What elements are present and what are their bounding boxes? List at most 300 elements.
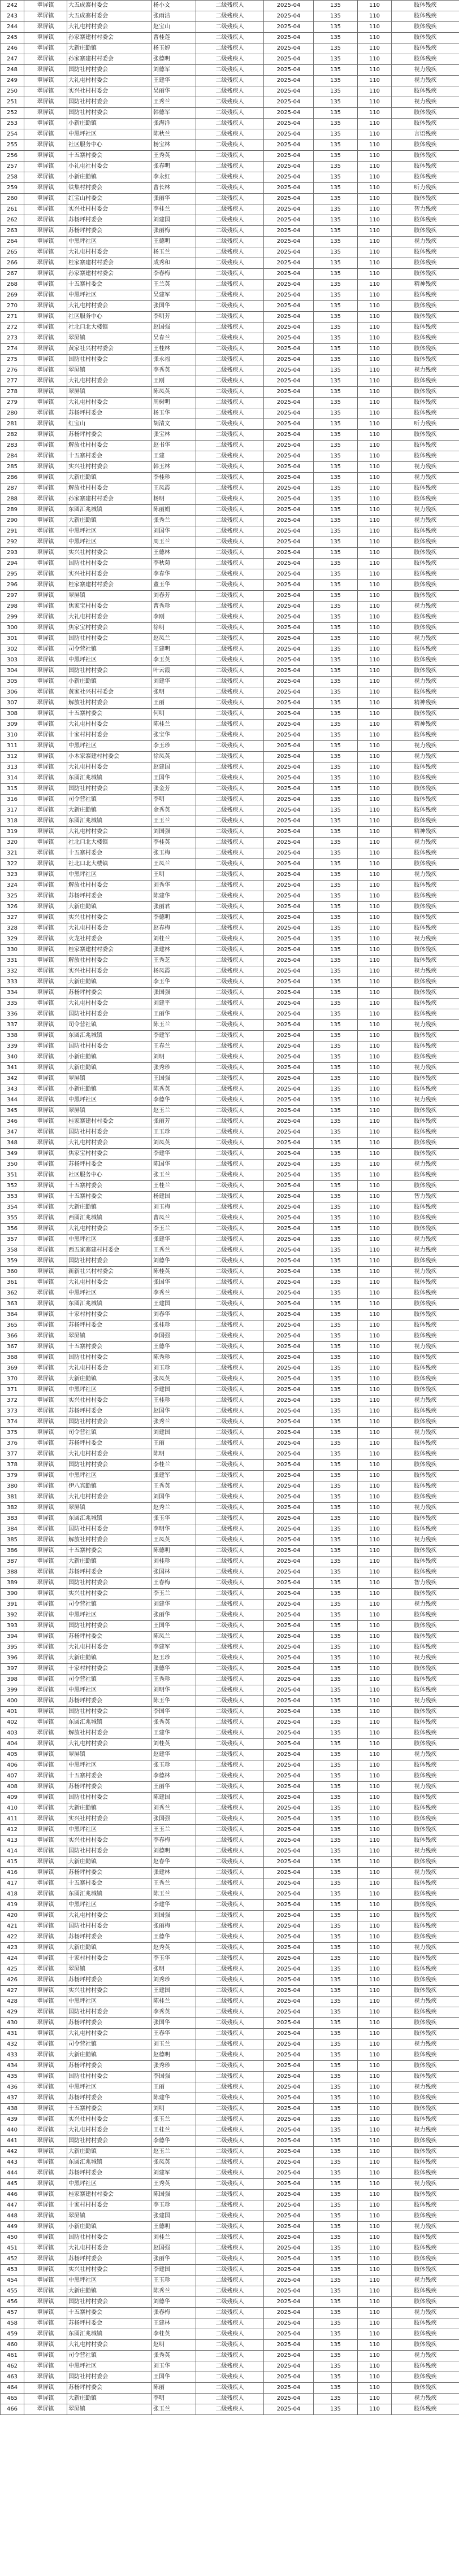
- row-number-cell: 420: [1, 1911, 24, 1921]
- subsidy-cell: 110: [358, 1492, 392, 1503]
- row-number-cell: 445: [1, 2179, 24, 2190]
- amount-cell: 135: [314, 1578, 358, 1589]
- month-cell: 2025-04: [264, 934, 314, 945]
- row-number-cell: 389: [1, 1578, 24, 1589]
- village-cell: 大新庄勤镇: [67, 1202, 152, 1213]
- amount-cell: 135: [314, 1707, 358, 1718]
- disability-grade-cell: 二级残疾人: [196, 108, 264, 119]
- disability-grade-cell: 二级残疾人: [196, 43, 264, 54]
- disability-type-cell: 视力残疾: [392, 1868, 459, 1878]
- disability-grade-cell: 二级残疾人: [196, 591, 264, 601]
- table-row: [1, 1363, 459, 1374]
- village-cell: 东圆汇兆城镇: [67, 773, 152, 784]
- month-cell: 2025-04: [264, 2361, 314, 2372]
- village-cell: 小礼屯社村委会: [67, 162, 152, 172]
- disability-grade-cell: 二级残疾人: [196, 1599, 264, 1610]
- month-cell: 2025-04: [264, 1267, 314, 1278]
- village-cell: 孙家寨建村村委会: [67, 269, 152, 280]
- row-number-cell: 434: [1, 2061, 24, 2072]
- amount-cell: 135: [314, 2329, 358, 2340]
- township-cell: 翠屏镇: [24, 430, 67, 441]
- amount-cell: 135: [314, 2243, 358, 2254]
- subsidy-cell: 110: [358, 945, 392, 956]
- subsidy-cell: 110: [358, 2318, 392, 2329]
- disability-grade-cell: 二级残疾人: [196, 999, 264, 1009]
- table-row: [1, 1814, 459, 1825]
- village-cell: 十家村村村委会: [67, 1954, 152, 1964]
- village-cell: 翠屏镇: [67, 387, 152, 398]
- disability-grade-cell: 二级残疾人: [196, 559, 264, 569]
- row-number-cell: 416: [1, 1868, 24, 1878]
- amount-cell: 135: [314, 1975, 358, 1986]
- row-number-cell: 308: [1, 709, 24, 720]
- subsidy-cell: 110: [358, 11, 392, 22]
- village-cell: 国防社村村委会: [67, 108, 152, 119]
- disability-type-cell: 肢体残疾: [392, 1449, 459, 1460]
- amount-cell: 135: [314, 548, 358, 559]
- row-number-cell: 338: [1, 1031, 24, 1041]
- disability-grade-cell: 二级残疾人: [196, 945, 264, 956]
- disability-type-cell: 视力残疾: [392, 76, 459, 86]
- person-name-cell: 刘建国: [152, 1428, 196, 1439]
- village-cell: 中黑坪社区: [67, 1095, 152, 1106]
- subsidy-cell: 110: [358, 934, 392, 945]
- person-name-cell: 王桂林: [152, 344, 196, 355]
- table-row: [1, 1610, 459, 1621]
- disability-type-cell: 视力残疾: [392, 505, 459, 516]
- village-cell: 国防社村村委会: [67, 65, 152, 76]
- person-name-cell: 刘玉梅: [152, 1202, 196, 1213]
- disability-type-cell: 视力残疾: [392, 1782, 459, 1793]
- disability-grade-cell: 二级残疾人: [196, 1181, 264, 1192]
- person-name-cell: 刘玉兰: [152, 2039, 196, 2050]
- month-cell: 2025-04: [264, 1900, 314, 1911]
- person-name-cell: 陈桂兰: [152, 720, 196, 730]
- table-row: [1, 1170, 459, 1181]
- village-cell: 中黑坪社区: [67, 1610, 152, 1621]
- person-name-cell: 杨玉婷: [152, 43, 196, 54]
- month-cell: 2025-04: [264, 956, 314, 966]
- person-name-cell: 赵国强: [152, 322, 196, 333]
- row-number-cell: 286: [1, 473, 24, 483]
- village-cell: 司令营社镇: [67, 1428, 152, 1439]
- month-cell: 2025-04: [264, 140, 314, 151]
- village-cell: 解放社村村委会: [67, 698, 152, 709]
- disability-type-cell: 视力残疾: [392, 934, 459, 945]
- person-name-cell: 赵德明: [152, 2050, 196, 2061]
- amount-cell: 135: [314, 1836, 358, 1846]
- row-number-cell: 267: [1, 269, 24, 280]
- table-row: [1, 376, 459, 387]
- subsidy-cell: 110: [358, 902, 392, 913]
- month-cell: 2025-04: [264, 762, 314, 773]
- person-name-cell: 刘德军: [152, 65, 196, 76]
- row-number-cell: 321: [1, 848, 24, 859]
- table-row: [1, 65, 459, 76]
- amount-cell: 135: [314, 2050, 358, 2061]
- township-cell: 翠屏镇: [24, 1675, 67, 1685]
- amount-cell: 135: [314, 805, 358, 816]
- row-number-cell: 349: [1, 1149, 24, 1160]
- village-cell: 大新庄勤镇: [67, 43, 152, 54]
- disability-type-cell: 肢体残疾: [392, 709, 459, 720]
- amount-cell: 135: [314, 891, 358, 902]
- disability-grade-cell: 二级残疾人: [196, 2157, 264, 2168]
- township-cell: 翠屏镇: [24, 1578, 67, 1589]
- disability-grade-cell: 二级残疾人: [196, 1439, 264, 1449]
- table-row: [1, 666, 459, 677]
- person-name-cell: 张丽华: [152, 194, 196, 204]
- disability-grade-cell: 二级残疾人: [196, 913, 264, 923]
- village-cell: 红宝山: [67, 419, 152, 430]
- disability-type-cell: 肢体残疾: [392, 923, 459, 934]
- person-name-cell: 张桂珍: [152, 1320, 196, 1331]
- township-cell: 翠屏镇: [24, 1911, 67, 1921]
- amount-cell: 135: [314, 999, 358, 1009]
- disability-grade-cell: 二级残疾人: [196, 1009, 264, 1020]
- village-cell: 十五寨村委会: [67, 848, 152, 859]
- village-cell: 东圆汇兆城镇: [67, 1031, 152, 1041]
- subsidy-cell: 110: [358, 666, 392, 677]
- person-name-cell: 李建华: [152, 1149, 196, 1160]
- village-cell: 国防社村村委会: [67, 1707, 152, 1718]
- township-cell: 翠屏镇: [24, 2157, 67, 2168]
- subsidy-cell: 110: [358, 1836, 392, 1846]
- month-cell: 2025-04: [264, 1299, 314, 1310]
- disability-type-cell: 肢体残疾: [392, 1760, 459, 1771]
- amount-cell: 135: [314, 1385, 358, 1396]
- person-name-cell: 李明: [152, 795, 196, 805]
- disability-grade-cell: 二级残疾人: [196, 1084, 264, 1095]
- row-number-cell: 294: [1, 559, 24, 569]
- disability-type-cell: 肢体残疾: [392, 1041, 459, 1052]
- township-cell: 翠屏镇: [24, 2361, 67, 2372]
- disability-type-cell: 肢体残疾: [392, 2265, 459, 2276]
- month-cell: 2025-04: [264, 2318, 314, 2329]
- table-row: [1, 1760, 459, 1771]
- subsidy-cell: 110: [358, 1557, 392, 1567]
- amount-cell: 135: [314, 2297, 358, 2308]
- person-name-cell: 陈国强: [152, 2190, 196, 2200]
- disability-type-cell: 肢体残疾: [392, 2404, 459, 2415]
- amount-cell: 135: [314, 762, 358, 773]
- township-cell: 翠屏镇: [24, 1921, 67, 1932]
- village-cell: 翠屏镇: [67, 1074, 152, 1084]
- row-number-cell: 356: [1, 1224, 24, 1235]
- disability-type-cell: 智力残疾: [392, 1578, 459, 1589]
- amount-cell: 135: [314, 408, 358, 419]
- disability-grade-cell: 二级残疾人: [196, 1331, 264, 1342]
- disability-type-cell: 视力残疾: [392, 1063, 459, 1074]
- month-cell: 2025-04: [264, 1846, 314, 1857]
- village-cell: 十五寨村委会: [67, 1342, 152, 1353]
- row-number-cell: 302: [1, 644, 24, 655]
- village-cell: 十家村村村委会: [67, 730, 152, 741]
- village-cell: 十五寨村委会: [67, 2104, 152, 2115]
- month-cell: 2025-04: [264, 881, 314, 891]
- disability-type-cell: 肢体残疾: [392, 1256, 459, 1267]
- disability-type-cell: 肢体残疾: [392, 1621, 459, 1632]
- township-cell: 翠屏镇: [24, 1664, 67, 1675]
- amount-cell: 135: [314, 698, 358, 709]
- table-row: [1, 505, 459, 516]
- subsidy-cell: 110: [358, 1363, 392, 1374]
- amount-cell: 135: [314, 1417, 358, 1428]
- disability-grade-cell: 二级残疾人: [196, 2061, 264, 2072]
- village-cell: 翠屏镇: [67, 1331, 152, 1342]
- row-number-cell: 447: [1, 2200, 24, 2211]
- village-cell: 实兴社村村委会: [67, 548, 152, 559]
- month-cell: 2025-04: [264, 1889, 314, 1900]
- township-cell: 翠屏镇: [24, 1299, 67, 1310]
- amount-cell: 135: [314, 2168, 358, 2179]
- township-cell: 翠屏镇: [24, 1728, 67, 1739]
- village-cell: 中黑坪社区: [67, 526, 152, 537]
- village-cell: 十五寨村委会: [67, 151, 152, 162]
- disability-type-cell: 肢体残疾: [392, 977, 459, 988]
- township-cell: 翠屏镇: [24, 1943, 67, 1954]
- row-number-cell: 437: [1, 2093, 24, 2104]
- subsidy-cell: 110: [358, 1911, 392, 1921]
- subsidy-cell: 110: [358, 1117, 392, 1127]
- table-row: [1, 1782, 459, 1793]
- disability-type-cell: 肢体残疾: [392, 859, 459, 870]
- village-cell: 小新庄勤镇: [67, 2222, 152, 2233]
- disability-grade-cell: 二级残疾人: [196, 1846, 264, 1857]
- person-name-cell: 李国强: [152, 2072, 196, 2082]
- disability-type-cell: 视力残疾: [392, 966, 459, 977]
- township-cell: 翠屏镇: [24, 1160, 67, 1170]
- amount-cell: 135: [314, 1524, 358, 1535]
- table-row: [1, 816, 459, 827]
- village-cell: 苏杨坪村委会: [67, 2018, 152, 2029]
- township-cell: 翠屏镇: [24, 2222, 67, 2233]
- amount-cell: 135: [314, 194, 358, 204]
- disability-grade-cell: 二级残疾人: [196, 1535, 264, 1546]
- person-name-cell: 陈建华: [152, 2093, 196, 2104]
- village-cell: 解放社村村委会: [67, 1535, 152, 1546]
- township-cell: 翠屏镇: [24, 1492, 67, 1503]
- person-name-cell: 杨宝林: [152, 140, 196, 151]
- month-cell: 2025-04: [264, 2372, 314, 2383]
- subsidy-cell: 110: [358, 494, 392, 505]
- amount-cell: 135: [314, 280, 358, 290]
- person-name-cell: 王桂兰: [152, 2125, 196, 2136]
- row-number-cell: 279: [1, 398, 24, 408]
- table-row: [1, 1020, 459, 1031]
- row-number-cell: 292: [1, 537, 24, 548]
- village-cell: 苏杨坪村委会: [67, 1632, 152, 1642]
- subsidy-cell: 110: [358, 977, 392, 988]
- month-cell: 2025-04: [264, 516, 314, 526]
- table-row: [1, 1642, 459, 1653]
- amount-cell: 135: [314, 1954, 358, 1964]
- township-cell: 翠屏镇: [24, 2061, 67, 2072]
- subsidy-cell: 110: [358, 33, 392, 43]
- table-row: [1, 419, 459, 430]
- amount-cell: 135: [314, 1868, 358, 1878]
- disability-type-cell: 肢体残疾: [392, 1986, 459, 1997]
- amount-cell: 135: [314, 881, 358, 891]
- township-cell: 翠屏镇: [24, 505, 67, 516]
- amount-cell: 135: [314, 1825, 358, 1836]
- month-cell: 2025-04: [264, 1878, 314, 1889]
- person-name-cell: 周玉兰: [152, 537, 196, 548]
- village-cell: 十五寨村委会: [67, 1192, 152, 1202]
- township-cell: 翠屏镇: [24, 2125, 67, 2136]
- subsidy-cell: 110: [358, 2093, 392, 2104]
- row-number-cell: 306: [1, 687, 24, 698]
- amount-cell: 135: [314, 1986, 358, 1997]
- township-cell: 翠屏镇: [24, 355, 67, 365]
- disability-type-cell: 肢体残疾: [392, 1664, 459, 1675]
- amount-cell: 135: [314, 2018, 358, 2029]
- disability-type-cell: 肢体残疾: [392, 1084, 459, 1095]
- disability-type-cell: 肢体残疾: [392, 2233, 459, 2243]
- row-number-cell: 440: [1, 2125, 24, 2136]
- month-cell: 2025-04: [264, 2329, 314, 2340]
- table-row: [1, 312, 459, 322]
- row-number-cell: 281: [1, 419, 24, 430]
- disability-type-cell: 视力残疾: [392, 1846, 459, 1857]
- village-cell: 社区服务中心: [67, 1170, 152, 1181]
- disability-grade-cell: 二级残疾人: [196, 848, 264, 859]
- person-name-cell: 王建华: [152, 76, 196, 86]
- village-cell: 中黑坪社区: [67, 537, 152, 548]
- person-name-cell: 张德明: [152, 54, 196, 65]
- disability-grade-cell: 二级残疾人: [196, 795, 264, 805]
- subsidy-cell: 110: [358, 709, 392, 720]
- disability-type-cell: 肢体残疾: [392, 1278, 459, 1288]
- subsidy-cell: 110: [358, 2340, 392, 2351]
- amount-cell: 135: [314, 752, 358, 762]
- amount-cell: 135: [314, 666, 358, 677]
- table-row: [1, 172, 459, 183]
- amount-cell: 135: [314, 2157, 358, 2168]
- table-row: [1, 1589, 459, 1599]
- village-cell: 实兴社村村委会: [67, 462, 152, 473]
- disability-grade-cell: 二级残疾人: [196, 194, 264, 204]
- disability-type-cell: 肢体残疾: [392, 548, 459, 559]
- month-cell: 2025-04: [264, 1074, 314, 1084]
- township-cell: 翠屏镇: [24, 2200, 67, 2211]
- row-number-cell: 383: [1, 1514, 24, 1524]
- table-row: [1, 752, 459, 762]
- person-name-cell: 王德明: [152, 237, 196, 247]
- disability-grade-cell: 二级残疾人: [196, 1524, 264, 1535]
- disability-type-cell: 肢体残疾: [392, 140, 459, 151]
- amount-cell: 135: [314, 494, 358, 505]
- person-name-cell: 杨建国: [152, 1192, 196, 1202]
- person-name-cell: 李桂兰: [152, 204, 196, 215]
- person-name-cell: 陈桂兰: [152, 1997, 196, 2007]
- table-row: [1, 1900, 459, 1911]
- township-cell: 翠屏镇: [24, 2318, 67, 2329]
- township-cell: 翠屏镇: [24, 709, 67, 720]
- subsidy-cell: 110: [358, 1610, 392, 1621]
- village-cell: 东圆汇兆城镇: [67, 816, 152, 827]
- village-cell: 中黑坪社区: [67, 1825, 152, 1836]
- township-cell: 翠屏镇: [24, 151, 67, 162]
- amount-cell: 135: [314, 1782, 358, 1793]
- subsidy-cell: 110: [358, 1202, 392, 1213]
- disability-type-cell: 肢体残疾: [392, 1514, 459, 1524]
- disability-grade-cell: 二级残疾人: [196, 548, 264, 559]
- person-name-cell: 王玉珍: [152, 1127, 196, 1138]
- month-cell: 2025-04: [264, 1621, 314, 1632]
- table-row: [1, 1192, 459, 1202]
- person-name-cell: 王春梅: [152, 1578, 196, 1589]
- month-cell: 2025-04: [264, 1664, 314, 1675]
- table-row: [1, 398, 459, 408]
- village-cell: 实兴社村村委会: [67, 1986, 152, 1997]
- month-cell: 2025-04: [264, 1385, 314, 1396]
- amount-cell: 135: [314, 1900, 358, 1911]
- disability-type-cell: 肢体残疾: [392, 945, 459, 956]
- subsidy-cell: 110: [358, 505, 392, 516]
- subsidy-cell: 110: [358, 1964, 392, 1975]
- disability-type-cell: 视力残疾: [392, 677, 459, 687]
- subsidy-cell: 110: [358, 172, 392, 183]
- disability-type-cell: 肢体残疾: [392, 687, 459, 698]
- row-number-cell: 288: [1, 494, 24, 505]
- subsidy-cell: 110: [358, 516, 392, 526]
- person-name-cell: 王秀兰: [152, 1245, 196, 1256]
- row-number-cell: 342: [1, 1074, 24, 1084]
- subsidy-cell: 110: [358, 226, 392, 237]
- amount-cell: 135: [314, 183, 358, 194]
- township-cell: 翠屏镇: [24, 1267, 67, 1278]
- row-number-cell: 331: [1, 956, 24, 966]
- month-cell: 2025-04: [264, 365, 314, 376]
- subsidy-cell: 110: [358, 419, 392, 430]
- month-cell: 2025-04: [264, 1825, 314, 1836]
- person-name-cell: 张国华: [152, 301, 196, 312]
- person-name-cell: 刘桂兰: [152, 934, 196, 945]
- person-name-cell: 张秀珍: [152, 1063, 196, 1074]
- village-cell: 新新社兴村村委会: [67, 1267, 152, 1278]
- disability-grade-cell: 二级残疾人: [196, 741, 264, 752]
- township-cell: 翠屏镇: [24, 2039, 67, 2050]
- disability-grade-cell: 二级残疾人: [196, 2254, 264, 2265]
- amount-cell: 135: [314, 2147, 358, 2157]
- disability-type-cell: 肢体残疾: [392, 1320, 459, 1331]
- table-row: [1, 762, 459, 773]
- person-name-cell: 王春兰: [152, 1041, 196, 1052]
- subsidy-cell: 110: [358, 795, 392, 805]
- person-name-cell: 张金芳: [152, 784, 196, 795]
- village-cell: 十家村村村委会: [67, 1310, 152, 1320]
- row-number-cell: 462: [1, 2361, 24, 2372]
- subsidy-cell: 110: [358, 365, 392, 376]
- village-cell: 实兴社村村委会: [67, 569, 152, 580]
- subsidy-cell: 110: [358, 1, 392, 11]
- table-row: [1, 537, 459, 548]
- amount-cell: 135: [314, 2104, 358, 2115]
- person-name-cell: 王凤兰: [152, 859, 196, 870]
- subsidy-cell: 110: [358, 1621, 392, 1632]
- person-name-cell: 张玉兰: [152, 2404, 196, 2415]
- subsidy-cell: 110: [358, 1664, 392, 1675]
- person-name-cell: 王国华: [152, 1621, 196, 1632]
- disability-grade-cell: 二级残疾人: [196, 1514, 264, 1524]
- month-cell: 2025-04: [264, 591, 314, 601]
- village-cell: 实兴社村村委会: [67, 1836, 152, 1846]
- row-number-cell: 457: [1, 2308, 24, 2318]
- table-row: [1, 2061, 459, 2072]
- subsidy-cell: 110: [358, 859, 392, 870]
- village-cell: 大新庄勤镇: [67, 1063, 152, 1074]
